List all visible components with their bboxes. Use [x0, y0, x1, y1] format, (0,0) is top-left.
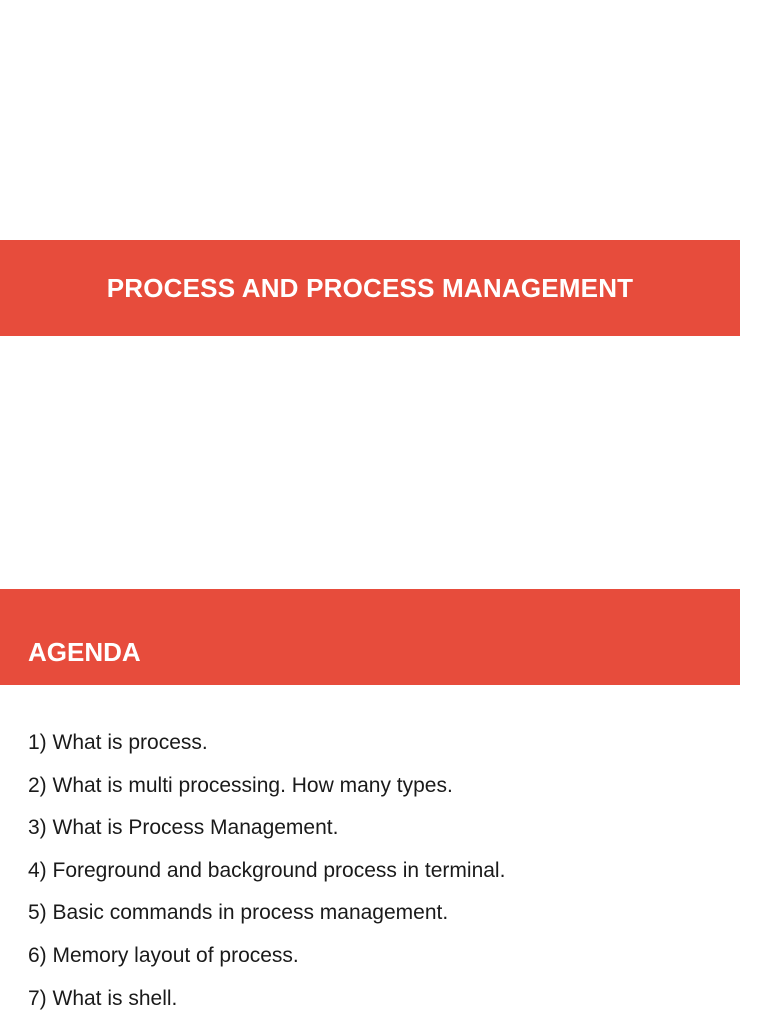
title-banner	[0, 240, 740, 336]
slide-title: PROCESS AND PROCESS MANAGEMENT	[106, 272, 634, 303]
agenda-item: 6) Memory layout of process.	[28, 943, 299, 967]
agenda-item: 3) What is Process Management.	[28, 816, 339, 840]
agenda-heading: AGENDA	[28, 636, 141, 667]
agenda-list	[28, 722, 505, 1020]
agenda-banner	[0, 589, 740, 685]
agenda-item: 2) What is multi processing. How many types.	[28, 773, 453, 797]
agenda-item: 5) Basic commands in process management.	[28, 901, 449, 925]
agenda-item: 4) Foreground and background process in terminal.	[28, 858, 506, 882]
agenda-item: 1) What is process.	[28, 731, 208, 754]
agenda-item: 7) What is shell.	[28, 986, 178, 1010]
